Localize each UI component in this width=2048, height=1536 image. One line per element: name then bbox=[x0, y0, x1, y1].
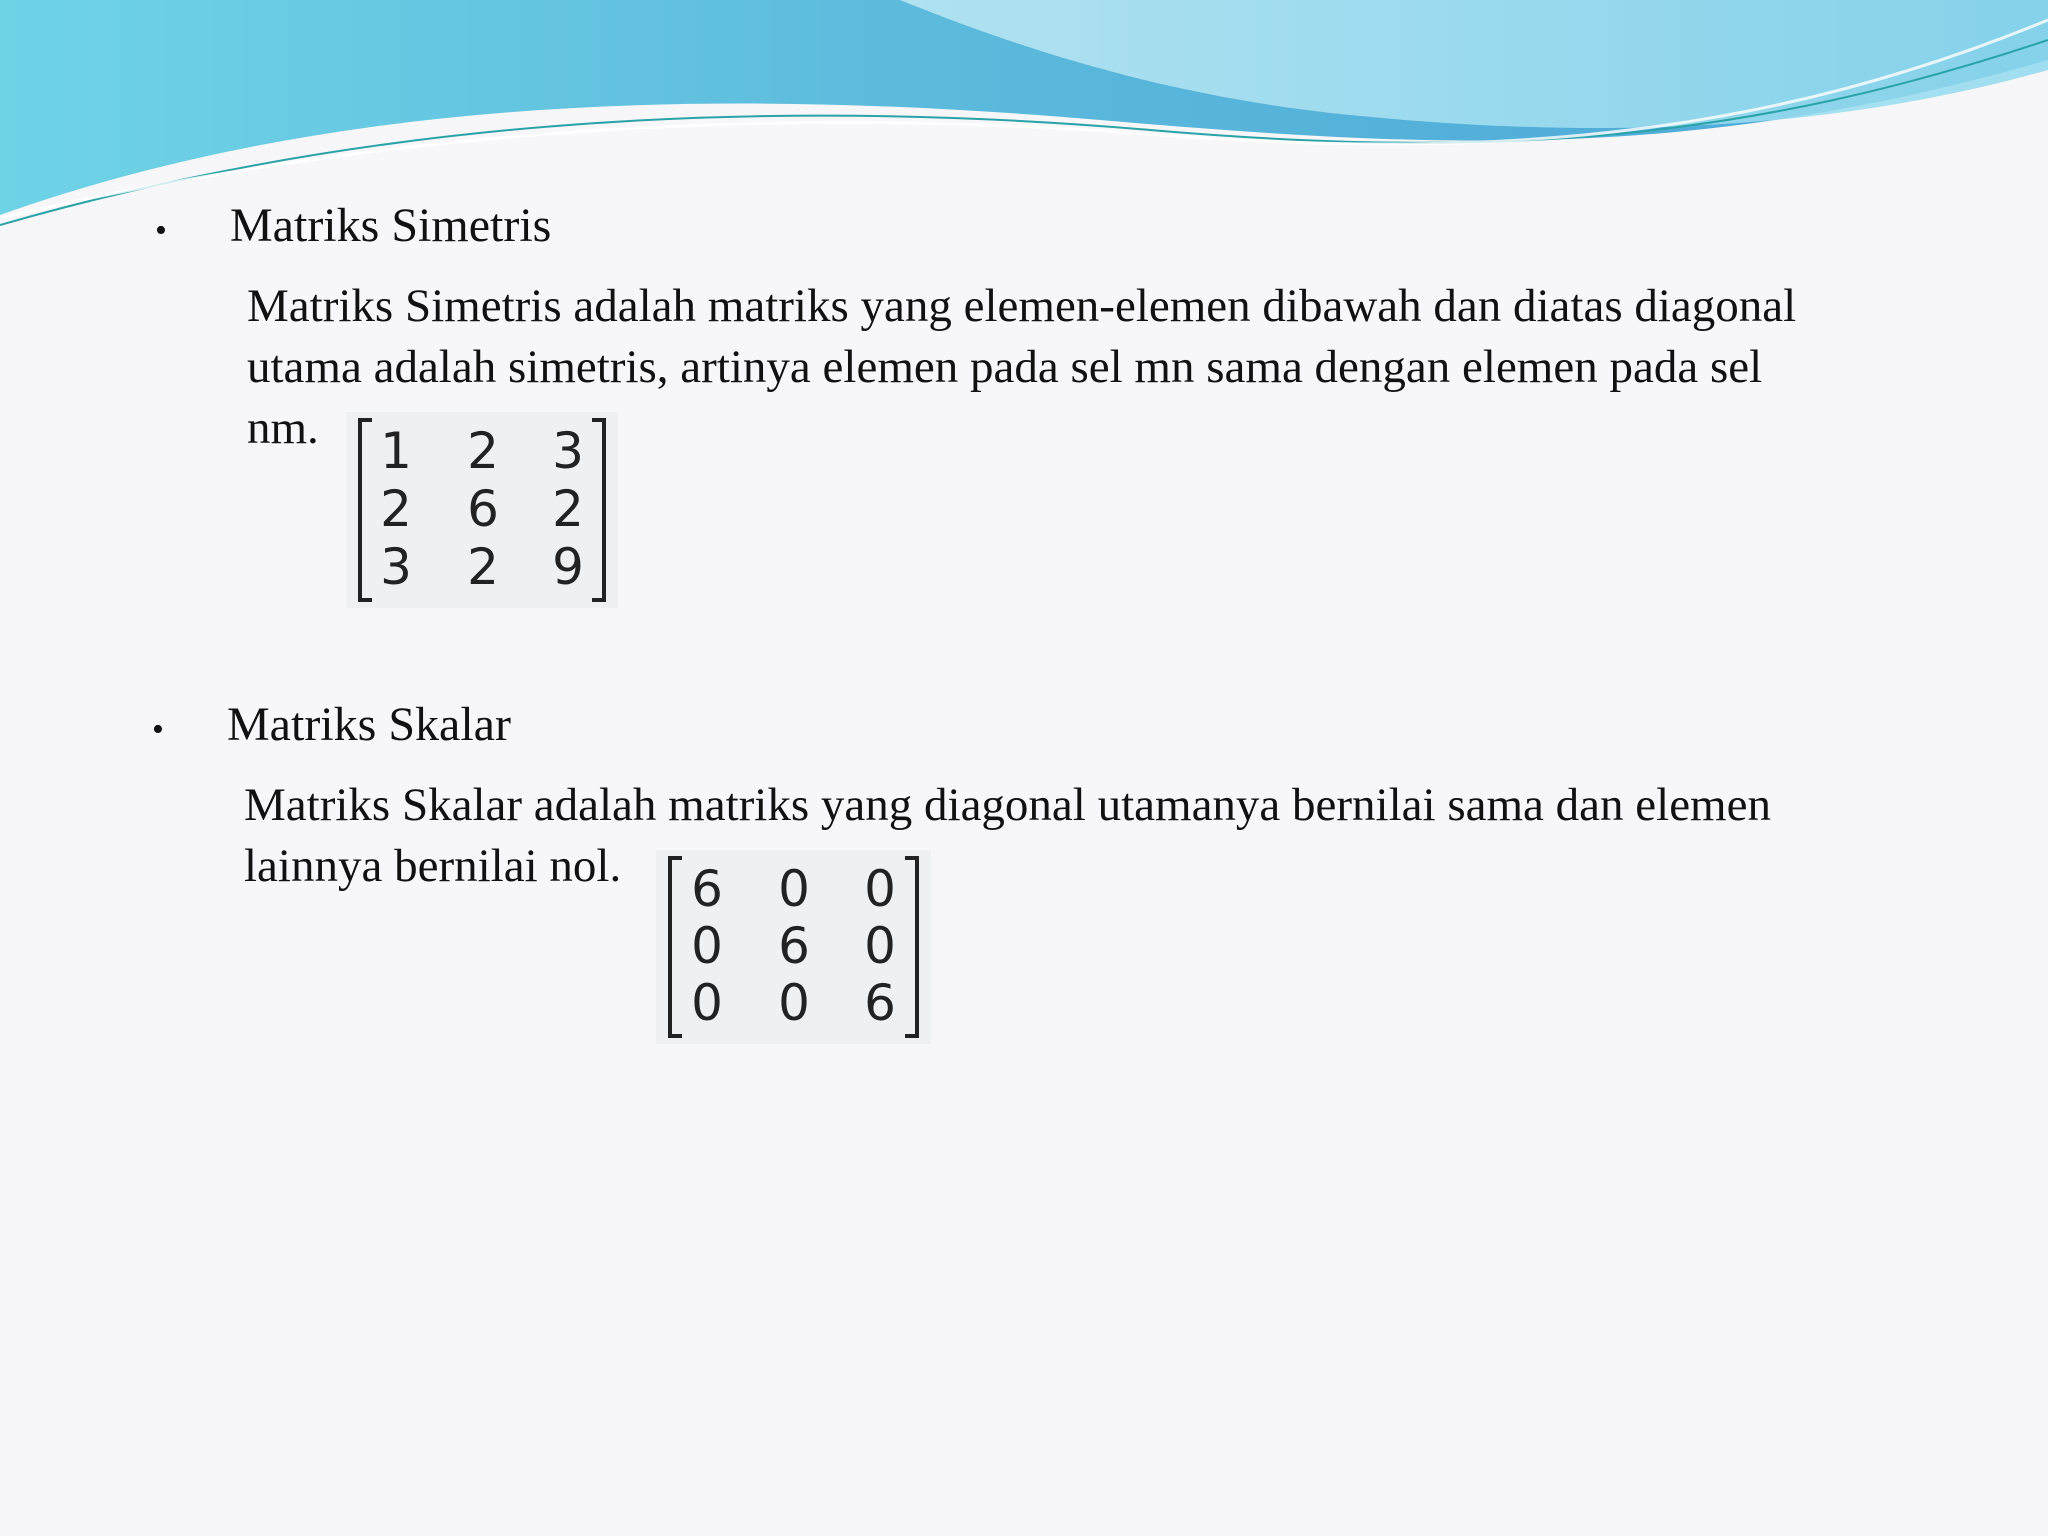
matrix-cell: 2 bbox=[380, 480, 412, 538]
scalar-matrix bbox=[656, 850, 931, 1044]
bullet-icon: • bbox=[152, 711, 164, 748]
symmetric-matrix bbox=[346, 412, 618, 608]
matrix-cell: 2 bbox=[467, 538, 499, 596]
matrix-cell: 2 bbox=[552, 480, 584, 538]
matrix-cell: 0 bbox=[864, 917, 896, 975]
section-1-line-3: nm. bbox=[247, 402, 319, 454]
section-1-line-1: Matriks Simetris adalah matriks yang elemen-elemen dibawah dan diatas diagonal bbox=[247, 280, 1797, 332]
matrix-cell: 0 bbox=[691, 974, 723, 1032]
section-1-heading: Matriks Simetris bbox=[230, 199, 552, 252]
matrix-cell: 6 bbox=[778, 917, 810, 975]
matrix-cell: 2 bbox=[467, 422, 499, 480]
matrix-cell: 1 bbox=[380, 422, 412, 480]
matrix-cell: 0 bbox=[778, 860, 810, 918]
matrix-cell: 6 bbox=[864, 974, 896, 1032]
matrix-cell: 6 bbox=[467, 480, 499, 538]
matrix-cell: 0 bbox=[691, 917, 723, 975]
matrix-cell: 9 bbox=[552, 538, 584, 596]
matrix-cell: 3 bbox=[552, 422, 584, 480]
section-1-heading-row bbox=[155, 198, 551, 253]
section-2-line-1: Matriks Skalar adalah matriks yang diagonal utamanya bernilai sama dan elemen bbox=[244, 779, 1771, 831]
matrix-cell: 0 bbox=[864, 860, 896, 918]
section-2-line-2: lainnya bernilai nol. bbox=[244, 840, 622, 892]
section-2-heading: Matriks Skalar bbox=[227, 698, 511, 751]
matrix-cell: 3 bbox=[380, 538, 412, 596]
bullet-icon: • bbox=[155, 212, 167, 249]
matrix-cell: 0 bbox=[778, 974, 810, 1032]
matrix-cell: 6 bbox=[691, 860, 723, 918]
section-2-heading-row bbox=[152, 697, 511, 752]
section-1-line-2: utama adalah simetris, artinya elemen pada sel mn sama dengan elemen pada sel bbox=[247, 341, 1763, 393]
